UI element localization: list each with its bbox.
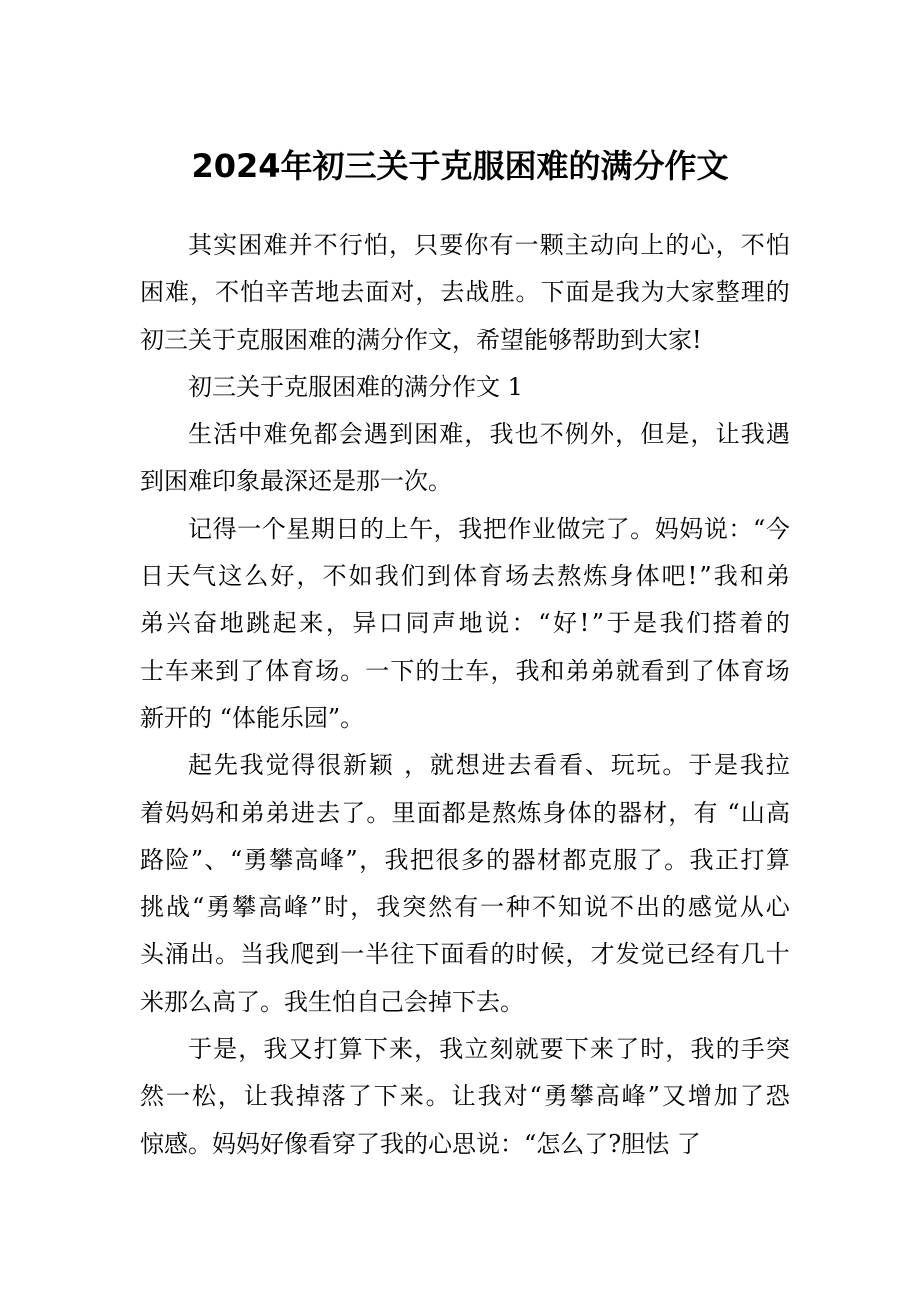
text-line: 挑 战 “ 勇 攀 高 峰 ” 时 ， 我 突 然 有 一 种 不 知 说 不 出 的 感 觉 从 心	[140, 893, 790, 922]
document-body	[140, 222, 790, 1168]
text-line: 初三关于克服困难的满分作文，希望能够帮助到大家!	[140, 325, 702, 354]
text-line: 米那么高了。我生怕自己会掉下去。	[140, 987, 524, 1016]
text-line: 路 险 ” 、 “ 勇 攀 高 峰 ” ， 我 把 很 多 的 器 材 都 克 服 了 。 我 正 打 算	[140, 845, 790, 874]
text-line: 于 是 ， 我 又 打 算 下 来 ， 我 立 刻 就 要 下 来 了 时 ， 我 的 手 突	[188, 1035, 790, 1064]
text-line: 起 先 我 觉 得 很 新 颖 ， 就 想 进 去 看 看 、 玩 玩 。 于 是 我 拉	[188, 751, 790, 780]
document-title: 2024年初三关于克服困难的满分作文	[191, 147, 729, 185]
text-line: 生 活 中 难 免 都 会 遇 到 困 难 ， 我 也 不 例 外 ， 但 是 ， 让 我 遇	[188, 420, 790, 449]
text-line: 初三关于克服困难的满分作文 1	[188, 372, 523, 401]
text-line: 到困难印象最深还是那一次。	[140, 467, 452, 496]
text-line: 着 妈 妈 和 弟 弟 进 去 了 。 里 面 都 是 熬 炼 身 体 的 器 材 ， 有 “ 山 高	[140, 798, 790, 827]
text-line: 士 车 来 到 了 体 育 场 。 一 下 的 士 车 ， 我 和 弟 弟 就 看 到 了 体 育 场	[140, 656, 790, 685]
text-line: 其 实 困 难 并 不 行 怕 ， 只 要 你 有 一 颗 主 动 向 上 的 心 ， 不 怕	[188, 231, 790, 259]
text-line: 记 得 一 个 星 期 日 的 上 午 ， 我 把 作 业 做 完 了 。 妈 妈 说 ： “ 今	[188, 514, 790, 543]
text-line: 惊感。妈妈好像看穿了我的心思说：“怎么了?胆怯 了	[140, 1129, 701, 1158]
text-line: 日 天 气 这 么 好 ， 不 如 我 们 到 体 育 场 去 熬 炼 身 体 吧 ! ” 我 和 弟	[140, 562, 790, 591]
text-line: 然 一 松 ， 让 我 掉 落 了 下 来 。 让 我 对 “ 勇 攀 高 峰 ” 又 增 加 了 恐	[140, 1082, 790, 1111]
text-line: 头 涌 出 。 当 我 爬 到 一 半 往 下 面 看 的 时 候 ， 才 发 觉 已 经 有 几 十	[140, 940, 790, 969]
text-line: 困 难 ， 不 怕 辛 苦 地 去 面 对 ， 去 战 胜 。 下 面 是 我 为 大 家 整 理 的	[140, 278, 790, 307]
text-line: 新开的 “体能乐园”。	[140, 703, 365, 732]
text-line: 弟 兴 奋 地 跳 起 来 ， 异 口 同 声 地 说 ： “ 好 ! ” 于 是 我 们 搭 着 的	[140, 609, 790, 638]
